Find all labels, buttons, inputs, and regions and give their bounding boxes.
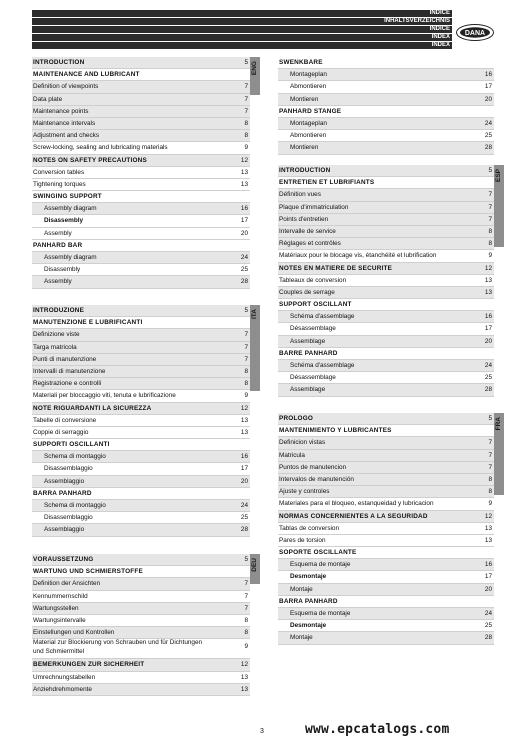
toc-entry-label: Montaje: [290, 634, 313, 642]
toc-page-number: 17: [484, 573, 492, 581]
toc-page-number: 16: [484, 71, 492, 79]
toc-page-number: 5: [488, 167, 492, 174]
toc-entry-label: Einstellungen und Kontrollen: [33, 629, 115, 637]
toc-entry-label: WARTUNG UND SCHMIERSTOFFE: [33, 568, 143, 576]
toc-entry[interactable]: [278, 311, 494, 323]
toc-page-number: 24: [240, 254, 248, 261]
toc-heading[interactable]: [278, 263, 494, 275]
toc-entry-label: Definition der Ansichten: [33, 580, 101, 588]
toc-entry-label: Assembly diagram: [44, 205, 97, 213]
toc-entry-label: Assemblage: [290, 386, 326, 394]
toc-entry-label: Couples de serrage: [279, 288, 335, 296]
toc-entry[interactable]: [32, 378, 250, 390]
lang-tab-ita: ITA: [250, 305, 260, 391]
toc-page-number: 7: [244, 83, 248, 91]
toc-entry[interactable]: [32, 451, 250, 463]
toc-entry[interactable]: [278, 287, 494, 299]
toc-entry[interactable]: [278, 202, 494, 214]
toc-heading[interactable]: [32, 659, 250, 671]
toc-page-number: 13: [240, 673, 248, 681]
toc-entry[interactable]: [32, 118, 250, 130]
toc-entry[interactable]: [278, 69, 494, 81]
header-line-inhaltsverzeichnis: INHALTSVERZEICHNIS: [32, 18, 452, 25]
svg-text:DANA: DANA: [464, 30, 486, 37]
toc-entry[interactable]: [32, 500, 250, 512]
toc-page-number: 12: [240, 661, 248, 669]
toc-entry-label: Définition vues: [279, 191, 321, 199]
toc-entry-label: Wartungsstellen: [33, 604, 79, 612]
toc-heading[interactable]: [278, 413, 494, 425]
toc-heading[interactable]: [278, 299, 494, 311]
toc-entry-label: Montageplan: [290, 119, 327, 127]
toc-page-number: 20: [484, 95, 492, 103]
toc-page-number: 17: [240, 217, 248, 225]
toc-page-number: 7: [488, 215, 492, 223]
toc-entry-label: Tableaux de conversion: [279, 276, 347, 284]
toc-page-number: 8: [244, 119, 248, 127]
toc-page-number: 24: [240, 502, 248, 509]
toc-entry[interactable]: [32, 427, 250, 439]
toc-entry-label: Disassemblaggio: [44, 514, 93, 522]
header-line-indice: INDICE: [32, 10, 452, 17]
toc-heading[interactable]: [278, 511, 494, 523]
toc-entry-label: SOPORTE OSCILLANTE: [279, 549, 357, 557]
toc-page-number: 8: [488, 475, 492, 483]
toc-page-number: 9: [244, 392, 248, 400]
toc-entry[interactable]: [278, 142, 494, 154]
toc-entry[interactable]: [278, 608, 494, 620]
toc-page-number: 17: [240, 465, 248, 473]
toc-entry-label: Kennummernschild: [33, 592, 88, 600]
toc-entry-label: INTRODUCTION: [279, 167, 331, 174]
toc-page-number: 20: [240, 477, 248, 485]
toc-page-number: 9: [488, 252, 492, 260]
toc-section-ita: [32, 305, 250, 537]
toc-page-number: 7: [488, 203, 492, 211]
toc-entry[interactable]: [278, 372, 494, 384]
toc-page-number: 7: [244, 592, 248, 600]
toc-page-number: 7: [488, 191, 492, 199]
toc-entry-label: Abmontieren: [290, 83, 327, 91]
toc-entry[interactable]: [32, 672, 250, 684]
toc-entry[interactable]: [278, 437, 494, 449]
toc-page-number: 5: [244, 556, 248, 563]
toc-heading[interactable]: [32, 317, 250, 329]
toc-heading[interactable]: [32, 57, 250, 69]
toc-entry-label: SUPPORTI OSCILLANTI: [33, 441, 110, 449]
toc-page-number: 13: [240, 168, 248, 176]
toc-entry-label: Puntos de manutencion: [279, 463, 347, 471]
header-line-index: INDEX: [32, 34, 452, 41]
toc-entry-label: Maintenance intervals: [33, 119, 96, 127]
toc-page-number: 25: [240, 266, 248, 274]
toc-page-number: 13: [484, 276, 492, 284]
toc-page-number: 16: [484, 313, 492, 321]
toc-entry-label: Desmontaje: [290, 573, 327, 581]
toc-entry-label: Definicion vistas: [279, 439, 326, 447]
toc-entry-label: Materiales para el bloqueo, estanqueidad y lubricacion: [279, 500, 434, 508]
toc-page-number: 13: [484, 524, 492, 532]
toc-entry-label: Registrazione e controlli: [33, 380, 102, 388]
toc-page-number: 16: [240, 453, 248, 461]
lang-tab-fra: FRA: [494, 413, 504, 495]
toc-entry-label: Esquema de montaje: [290, 610, 351, 617]
toc-entry[interactable]: [32, 627, 250, 639]
toc-entry[interactable]: [32, 215, 250, 227]
toc-entry[interactable]: [32, 167, 250, 179]
toc-entry[interactable]: [278, 238, 494, 250]
toc-entry[interactable]: [278, 94, 494, 106]
toc-entry-label: SWINGING SUPPORT: [33, 193, 102, 201]
toc-entry-label: SUPPORT OSCILLANT: [279, 301, 352, 309]
toc-page-number: 25: [240, 514, 248, 522]
toc-entry[interactable]: [32, 366, 250, 378]
toc-entry[interactable]: [32, 639, 250, 659]
toc-entry-label: MANUTENZIONE E LUBRIFICANTI: [33, 319, 143, 327]
toc-entry-label: Esquema de montaje: [290, 561, 351, 569]
toc-entry-label: Desmontaje: [290, 622, 327, 630]
toc-page-number: 13: [240, 180, 248, 188]
header-line-indice-2: INDICE: [32, 26, 452, 33]
page-number: 3: [260, 728, 264, 735]
toc-page-number: 8: [244, 616, 248, 624]
toc-page-number: 17: [484, 83, 492, 91]
toc-entry-label: Tightening torques: [33, 180, 86, 188]
toc-entry[interactable]: [278, 571, 494, 583]
toc-entry[interactable]: [32, 512, 250, 524]
toc-page-number: 24: [484, 362, 492, 369]
toc-entry-label: Intervalos de manutención: [279, 475, 354, 483]
toc-entry[interactable]: [278, 559, 494, 571]
toc-section-deu: [32, 554, 250, 696]
toc-section-esp: [278, 165, 494, 397]
toc-entry-label: Screw-locking, sealing and lubricating materials: [33, 144, 168, 152]
toc-entry[interactable]: [278, 462, 494, 474]
lang-tab-deu: DEU: [250, 554, 260, 584]
toc-entry[interactable]: [32, 524, 250, 536]
toc-entry[interactable]: [278, 81, 494, 93]
toc-entry-label: Anziehdrehmomente: [33, 685, 92, 693]
toc-entry[interactable]: [32, 276, 250, 288]
toc-entry-label: Assembly: [44, 278, 72, 286]
toc-page-number: 7: [244, 95, 248, 103]
toc-entry-label: MAINTENANCE AND LUBRICANT: [33, 71, 140, 79]
toc-heading[interactable]: [32, 554, 250, 566]
toc-entry[interactable]: [32, 228, 250, 240]
toc-entry-label: Montieren: [290, 144, 319, 152]
toc-page-number: 20: [484, 585, 492, 593]
toc-entry-label: INTRODUZIONE: [33, 307, 85, 314]
toc-heading[interactable]: [278, 106, 494, 118]
toc-heading[interactable]: [32, 566, 250, 578]
toc-page-number: 28: [240, 278, 248, 286]
toc-entry[interactable]: [32, 81, 250, 93]
toc-entry[interactable]: [278, 584, 494, 596]
toc-page-number: 28: [484, 634, 492, 642]
toc-entry-label: Umrechnungstabellen: [33, 673, 96, 681]
toc-entry[interactable]: [32, 463, 250, 475]
toc-entry-label: Matricula: [279, 451, 305, 459]
toc-entry-label: Coppie di serraggio: [33, 428, 89, 436]
toc-entry-label: Punti di manutenzione: [33, 355, 97, 363]
toc-entry-label: NORMAS CONCERNIENTES A LA SEGURIDAD: [279, 512, 428, 520]
toc-page-number: 7: [244, 355, 248, 363]
toc-heading[interactable]: [278, 348, 494, 360]
toc-page-number: 28: [484, 144, 492, 152]
toc-entry-label: Ajuste y controles: [279, 488, 330, 496]
toc-entry[interactable]: [278, 486, 494, 498]
toc-entry-label: Montieren: [290, 95, 319, 103]
toc-page-number: 24: [484, 610, 492, 617]
toc-entry-label: PROLOGO: [279, 415, 314, 422]
toc-entry[interactable]: [32, 130, 250, 142]
toc-entry-label: Intervalle de service: [279, 227, 336, 235]
toc-page-number: 9: [244, 643, 248, 651]
toc-entry-label: Tablas de conversion: [279, 524, 340, 532]
toc-entry-label: Disassembly: [44, 217, 84, 225]
toc-page-number: 5: [488, 415, 492, 422]
toc-entry[interactable]: [32, 591, 250, 603]
toc-entry-label: BARRE PANHARD: [279, 349, 338, 357]
toc-entry-label: Désassemblage: [290, 325, 336, 333]
toc-entry[interactable]: [278, 450, 494, 462]
toc-entry-label: Adjustment and checks: [33, 132, 100, 140]
toc-entry-label: Schema di montaggio: [44, 502, 106, 509]
toc-entry-label: Maintenance points: [33, 107, 89, 115]
toc-entry-label: NOTES ON SAFETY PRECAUTIONS: [33, 156, 147, 164]
toc-page-number: 25: [484, 374, 492, 382]
toc-page-number: 7: [244, 604, 248, 612]
toc-entry[interactable]: [32, 264, 250, 276]
toc-entry-label: Definizione viste: [33, 331, 80, 339]
toc-page-number: 12: [484, 512, 492, 520]
toc-entry-label: Wartungsintervalle: [33, 616, 86, 624]
toc-entry[interactable]: [278, 226, 494, 238]
toc-page-number: 25: [484, 132, 492, 140]
toc-page-number: 8: [244, 380, 248, 388]
toc-entry[interactable]: [32, 578, 250, 590]
toc-page-number: 20: [484, 337, 492, 345]
toc-entry[interactable]: [278, 523, 494, 535]
toc-heading[interactable]: [278, 177, 494, 189]
toc-entry-label: SWENKBARE: [279, 59, 323, 66]
toc-entry[interactable]: [32, 179, 250, 191]
toc-entry-label: Tabelle di conversione: [33, 416, 97, 424]
toc-entry-label: MANTENIMIENTO Y LUBRICANTES: [279, 427, 392, 435]
toc-section-eng: [32, 57, 250, 289]
toc-page-number: 28: [484, 386, 492, 394]
toc-heading[interactable]: [32, 69, 250, 81]
toc-entry[interactable]: [32, 603, 250, 615]
toc-entry[interactable]: [278, 632, 494, 644]
toc-section-fra: [278, 413, 494, 645]
toc-page-number: 7: [244, 107, 248, 115]
toc-page-number: 7: [488, 439, 492, 447]
toc-entry-label: BARRA PANHARD: [33, 489, 92, 497]
toc-page-number: 16: [240, 205, 248, 213]
toc-heading[interactable]: [278, 425, 494, 437]
toc-entry-label: Assemblage: [290, 337, 326, 345]
lang-tab-esp: ESP: [494, 165, 504, 247]
toc-entry-label: Assemblaggio: [44, 477, 85, 485]
toc-entry[interactable]: [278, 118, 494, 130]
toc-entry-label: Schéma d'assemblage: [290, 313, 355, 321]
toc-page-number: 28: [240, 526, 248, 534]
toc-entry[interactable]: [278, 384, 494, 396]
toc-page-number: 17: [484, 325, 492, 333]
toc-entry[interactable]: [278, 250, 494, 262]
toc-entry[interactable]: [278, 130, 494, 142]
toc-entry-label: ENTRETIEN ET LUBRIFIANTS: [279, 179, 375, 187]
toc-entry-label: NOTE RIGUARDANTI LA SICUREZZA: [33, 404, 152, 412]
toc-entry-label: Assembly: [44, 229, 72, 237]
toc-entry[interactable]: [32, 252, 250, 264]
toc-page-number: 16: [484, 561, 492, 569]
toc-entry[interactable]: [32, 390, 250, 402]
toc-entry-label: Assemblaggio: [44, 526, 85, 534]
toc-entry-label: VORAUSSETZUNG: [33, 556, 94, 563]
toc-heading[interactable]: [32, 305, 250, 317]
toc-entry-label: Matériaux pour le blocage vis, étanchéité et lubrification: [279, 252, 437, 260]
toc-entry-label: Targa matricola: [33, 343, 77, 351]
toc-entry[interactable]: [32, 142, 250, 154]
toc-page-number: 12: [484, 264, 492, 272]
toc-entry-label: INTRODUCTION: [33, 59, 85, 66]
toc-entry-label: Material zur Blockierung von Schrauben und für Dichtungen und Schmiermittel: [33, 639, 203, 655]
toc-page-number: 24: [484, 119, 492, 127]
toc-page-number: 25: [484, 622, 492, 630]
toc-page-number: 8: [488, 240, 492, 248]
toc-entry-label: Schema di montaggio: [44, 453, 106, 461]
toc-entry-label: PANHARD BAR: [33, 241, 83, 249]
toc-page-number: 7: [488, 463, 492, 471]
toc-entry[interactable]: [32, 615, 250, 627]
header-line-index-2: INDEX: [32, 42, 452, 49]
toc-page-number: 9: [244, 144, 248, 152]
toc-heading[interactable]: [278, 165, 494, 177]
toc-section-swenk: [278, 57, 494, 155]
toc-page-number: 13: [240, 416, 248, 424]
toc-page-number: 13: [240, 685, 248, 693]
toc-entry-label: Definition of viewpoints: [33, 83, 99, 91]
toc-entry[interactable]: [278, 360, 494, 372]
toc-page-number: 7: [488, 451, 492, 459]
toc-entry-label: Pares de torsion: [279, 536, 326, 544]
toc-heading[interactable]: [32, 439, 250, 451]
toc-page-number: 8: [244, 132, 248, 140]
toc-entry-label: Conversion tables: [33, 168, 85, 176]
toc-entry-label: Disassembly: [44, 266, 81, 274]
toc-heading[interactable]: [32, 240, 250, 252]
toc-entry[interactable]: [278, 336, 494, 348]
toc-entry[interactable]: [32, 354, 250, 366]
toc-page-number: 8: [488, 227, 492, 235]
toc-entry[interactable]: [32, 329, 250, 341]
toc-page-number: 5: [244, 307, 248, 314]
toc-page-number: 12: [240, 404, 248, 412]
toc-page-number: 9: [488, 500, 492, 508]
toc-entry-label: Abmontieren: [290, 132, 327, 140]
toc-page-number: 7: [244, 331, 248, 339]
toc-page-number: 12: [240, 156, 248, 164]
toc-entry[interactable]: [32, 684, 250, 696]
footer-url: www.epcatalogs.com: [305, 722, 450, 737]
toc-page-number: 5: [244, 59, 248, 66]
toc-heading[interactable]: [32, 403, 250, 415]
toc-heading[interactable]: [278, 57, 494, 69]
toc-entry[interactable]: [278, 498, 494, 510]
toc-entry-label: Points d'entretien: [279, 215, 329, 223]
toc-entry[interactable]: [278, 214, 494, 226]
toc-page-number: 20: [240, 229, 248, 237]
dana-logo: [456, 24, 494, 41]
toc-entry-label: Assembly diagram: [44, 254, 97, 261]
toc-page-number: 8: [488, 488, 492, 496]
toc-heading[interactable]: [278, 596, 494, 608]
toc-entry-label: Data plate: [33, 95, 63, 103]
toc-heading[interactable]: [32, 191, 250, 203]
toc-entry-label: Montaje: [290, 585, 313, 593]
toc-entry[interactable]: [278, 275, 494, 287]
toc-entry[interactable]: [32, 476, 250, 488]
toc-heading[interactable]: [32, 155, 250, 167]
toc-entry[interactable]: [32, 342, 250, 354]
toc-entry-label: NOTES EN MATIERE DE SECURITE: [279, 264, 393, 272]
toc-entry[interactable]: [278, 535, 494, 547]
toc-page-number: 8: [244, 629, 248, 637]
toc-entry-label: Réglages et contrôles: [279, 240, 341, 248]
toc-page-number: 13: [484, 536, 492, 544]
toc-entry-label: Désassemblage: [290, 374, 336, 382]
toc-entry[interactable]: [32, 415, 250, 427]
toc-entry-label: Intervalli di manutenzione: [33, 367, 106, 375]
toc-entry[interactable]: [278, 189, 494, 201]
toc-entry[interactable]: [278, 323, 494, 335]
toc-entry-label: Schéma d'assemblage: [290, 362, 355, 369]
toc-entry-label: Plaque d'immatriculation: [279, 203, 349, 211]
toc-page-number: 7: [244, 580, 248, 588]
toc-entry-label: Montageplan: [290, 71, 327, 79]
toc-entry-label: PANHARD STANGE: [279, 107, 342, 115]
toc-entry[interactable]: [278, 474, 494, 486]
toc-entry-label: BEMERKUNGEN ZUR SICHERHEIT: [33, 661, 145, 669]
toc-entry[interactable]: [32, 94, 250, 106]
toc-heading[interactable]: [278, 547, 494, 559]
toc-heading[interactable]: [32, 488, 250, 500]
toc-entry[interactable]: [32, 106, 250, 118]
toc-entry-label: Materiali per bloccaggio viti, tenuta e lubrificazione: [33, 392, 176, 400]
toc-page-number: 7: [244, 343, 248, 351]
toc-page-number: 8: [244, 367, 248, 375]
toc-entry-label: Disassemblaggio: [44, 465, 93, 473]
toc-entry[interactable]: [278, 620, 494, 632]
lang-tab-eng: ENG: [250, 57, 260, 95]
toc-page-number: 13: [484, 288, 492, 296]
toc-entry[interactable]: [32, 203, 250, 215]
toc-entry-label: BARRA PANHARD: [279, 597, 338, 605]
toc-page-number: 13: [240, 428, 248, 436]
